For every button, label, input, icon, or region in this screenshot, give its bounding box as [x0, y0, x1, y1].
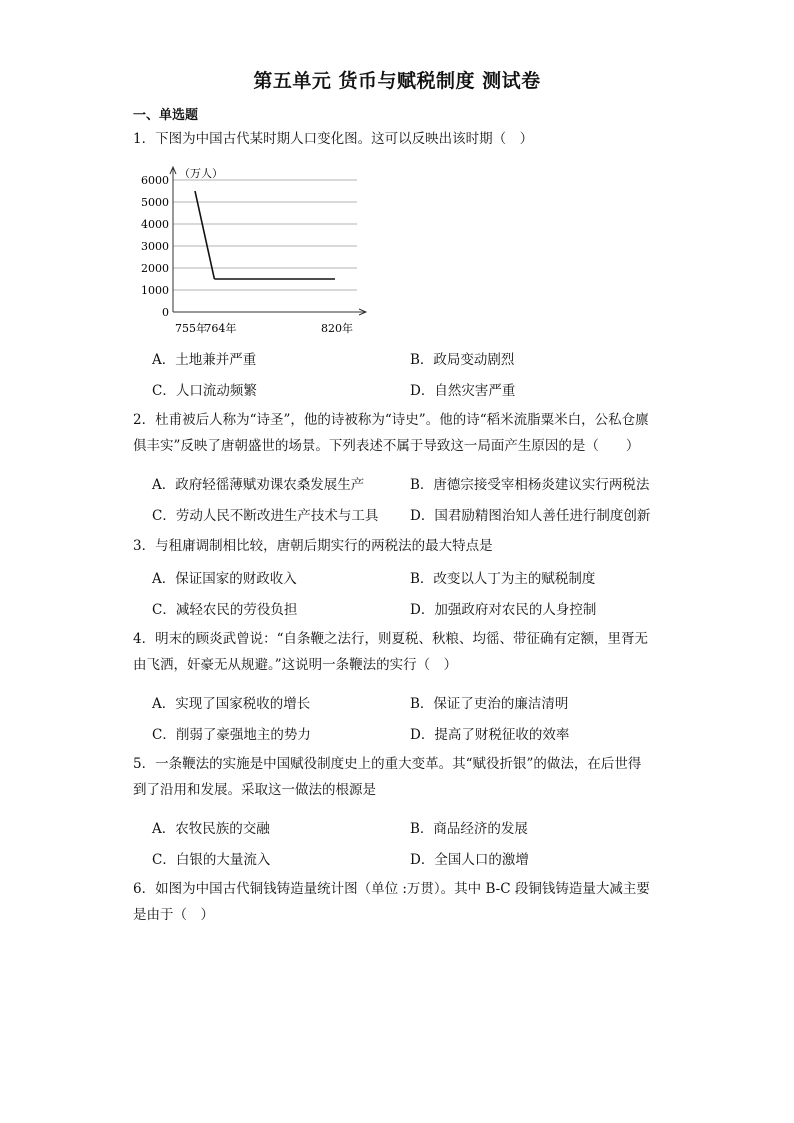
q3-option-a[interactable]: A．保证国家的财政收入 [152, 571, 297, 587]
question-6-stem [133, 876, 663, 928]
x-tick-label-764: 764年 [204, 322, 237, 335]
y-tick-label-4000: 4000 [141, 218, 169, 231]
y-axis-label: （万人） [179, 167, 223, 180]
question-6-line-2: 是由于（ ） [133, 907, 214, 923]
population-chart [135, 160, 375, 344]
y-tick-label-1000: 1000 [141, 284, 169, 297]
q2-option-d[interactable]: D．国君励精图治知人善任进行制度创新 [410, 508, 651, 524]
q4-option-a[interactable]: A．实现了国家税收的增长 [152, 696, 311, 712]
y-tick-label-2000: 2000 [141, 262, 169, 275]
q1-option-a[interactable]: A．土地兼并严重 [152, 352, 257, 368]
q2-option-a[interactable]: A．政府轻徭薄赋劝课农桑发展生产 [152, 477, 365, 493]
question-1-line-1: 1．下图为中国古代某时期人口变化图。这可以反映出该时期（ ） [133, 131, 534, 147]
q3-option-b[interactable]: B．改变以人丁为主的赋税制度 [410, 571, 596, 587]
q2-option-b[interactable]: B．唐德宗接受宰相杨炎建议实行两税法 [410, 477, 650, 493]
question-4-line-2: 由飞洒，奸豪无从规避。”这说明一条鞭法的实行（ ） [133, 657, 458, 673]
q1-option-d[interactable]: D．自然灾害严重 [410, 383, 516, 399]
q3-option-d[interactable]: D．加强政府对农民的人身控制 [410, 602, 597, 618]
y-tick-label-6000: 6000 [141, 174, 169, 187]
question-2-line-1: 2．杜甫被后人称为“诗圣”，他的诗被称为“诗史”。他的诗“稻米流脂粟米白，公私仓廪 [133, 412, 649, 428]
q1-option-c[interactable]: C．人口流动频繁 [152, 383, 257, 399]
x-tick-label-820: 820年 [321, 322, 353, 335]
q5-option-a[interactable]: A．农牧民族的交融 [152, 821, 270, 837]
question-2-line-2: 俱丰实”反映了唐朝盛世的场景。下列表述不属于导致这一局面产生原因的是（ ） [133, 438, 640, 454]
y-tick-label-0: 0 [162, 306, 169, 319]
question-3-stem [133, 533, 663, 559]
question-2-stem [133, 407, 663, 459]
q4-option-c[interactable]: C．削弱了豪强地主的势力 [152, 727, 311, 743]
x-tick-label-755: 755年 [175, 322, 207, 335]
question-1-stem [133, 126, 663, 152]
q4-option-b[interactable]: B．保证了吏治的廉洁清明 [410, 696, 569, 712]
q4-option-d[interactable]: D．提高了财税征收的效率 [410, 727, 570, 743]
question-5-line-1: 5．一条鞭法的实施是中国赋役制度史上的重大变革。其“赋役折银”的做法，在后世得 [133, 756, 642, 772]
q3-option-c[interactable]: C．减轻农民的劳役负担 [152, 602, 298, 618]
page-title: 第五单元 货币与赋税制度 测试卷 [253, 70, 541, 92]
question-6-line-1: 6．如图为中国古代铜钱铸造量统计图（单位 :万贯）。其中 B-C 段铜钱铸造量大减主要 [133, 881, 650, 897]
q5-option-c[interactable]: C．白银的大量流入 [152, 852, 271, 868]
q1-option-b[interactable]: B．政局变动剧烈 [410, 352, 515, 368]
q2-option-c[interactable]: C．劳动人民不断改进生产技术与工具 [152, 508, 379, 524]
series-0-segment-0 [195, 191, 214, 279]
q5-option-b[interactable]: B．商品经济的发展 [410, 821, 528, 837]
population-chart-svg [135, 160, 375, 340]
question-4-line-1: 4．明末的顾炎武曾说：“自条鞭之法行，则夏税、秋粮、均徭、带征确有定额，里胥无 [133, 631, 648, 647]
section-heading: 一、单选题 [133, 108, 199, 123]
question-3-line-1: 3．与租庸调制相比较，唐朝后期实行的两税法的最大特点是 [133, 538, 493, 554]
question-5-stem [133, 751, 663, 803]
q5-option-d[interactable]: D．全国人口的激增 [410, 852, 529, 868]
y-tick-label-3000: 3000 [141, 240, 169, 253]
question-4-stem [133, 626, 663, 678]
y-tick-label-5000: 5000 [141, 196, 169, 209]
question-5-line-2: 到了沿用和发展。采取这一做法的根源是 [133, 782, 376, 798]
